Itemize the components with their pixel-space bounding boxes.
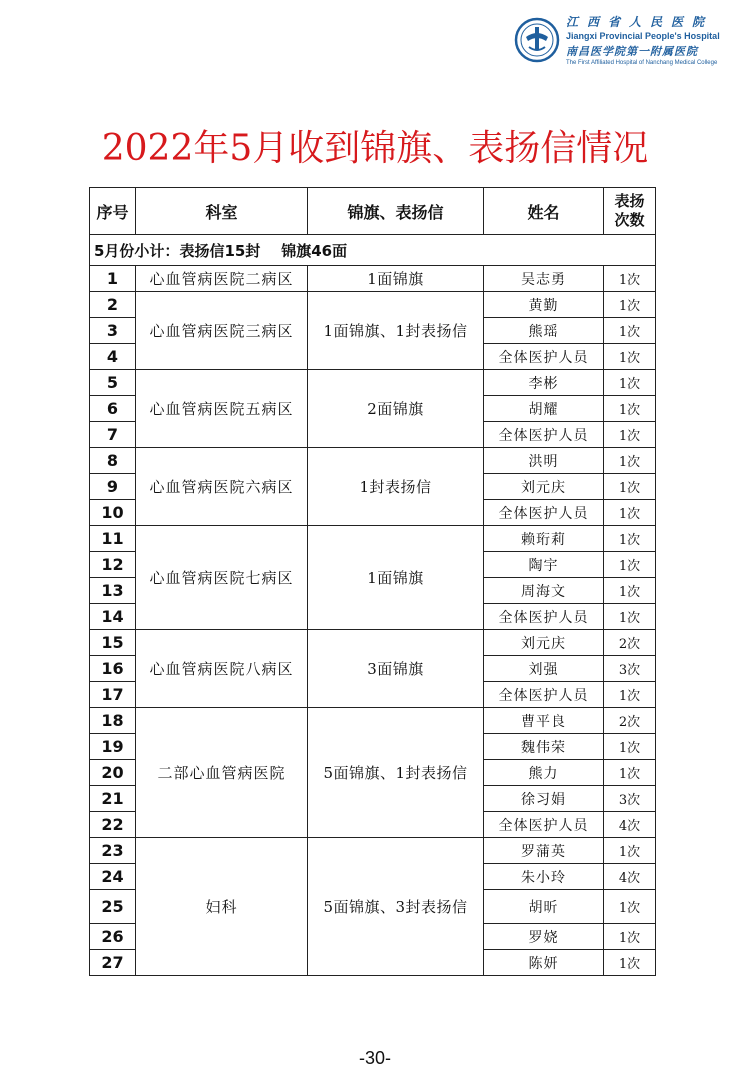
praise-count-cell: 1次	[604, 526, 656, 552]
hospital-logo	[514, 13, 740, 65]
person-name-cell: 陶宇	[484, 552, 604, 578]
department-cell: 心血管病医院五病区	[136, 370, 308, 448]
award-cell: 3面锦旗	[308, 630, 484, 708]
praise-count-cell: 1次	[604, 266, 656, 292]
hospital-emblem-icon	[514, 17, 560, 63]
table-body	[90, 235, 656, 976]
row-index: 24	[90, 864, 136, 890]
table-row	[90, 266, 656, 292]
praise-count-cell: 1次	[604, 370, 656, 396]
praise-count-cell: 1次	[604, 448, 656, 474]
praise-count-cell: 4次	[604, 864, 656, 890]
praise-count-cell: 1次	[604, 760, 656, 786]
department-cell: 心血管病医院七病区	[136, 526, 308, 630]
person-name-cell: 李彬	[484, 370, 604, 396]
department-cell: 心血管病医院二病区	[136, 266, 308, 292]
person-name-cell: 吴志勇	[484, 266, 604, 292]
praise-count-cell: 1次	[604, 682, 656, 708]
row-index: 13	[90, 578, 136, 604]
row-index: 15	[90, 630, 136, 656]
praise-count-cell: 1次	[604, 604, 656, 630]
header-count	[604, 188, 656, 235]
row-index: 18	[90, 708, 136, 734]
row-index: 23	[90, 838, 136, 864]
row-index: 5	[90, 370, 136, 396]
row-index: 14	[90, 604, 136, 630]
person-name-cell: 全体医护人员	[484, 422, 604, 448]
praise-count-cell: 1次	[604, 318, 656, 344]
person-name-cell: 熊力	[484, 760, 604, 786]
row-index: 1	[90, 266, 136, 292]
row-index: 6	[90, 396, 136, 422]
logo-text-block	[566, 13, 744, 66]
person-name-cell: 胡耀	[484, 396, 604, 422]
department-cell: 妇科	[136, 838, 308, 976]
praise-count-cell: 1次	[604, 500, 656, 526]
person-name-cell: 徐习娟	[484, 786, 604, 812]
award-cell: 1面锦旗、1封表扬信	[308, 292, 484, 370]
praise-count-cell: 1次	[604, 890, 656, 924]
person-name-cell: 罗娆	[484, 924, 604, 950]
award-cell: 5面锦旗、3封表扬信	[308, 838, 484, 976]
table-row	[90, 708, 656, 734]
header-department: 科室	[136, 188, 308, 235]
commendation-table-wrapper	[89, 187, 656, 976]
person-name-cell: 全体医护人员	[484, 604, 604, 630]
hospital-name-cn: 江西省人民医院	[566, 15, 714, 29]
person-name-cell: 朱小玲	[484, 864, 604, 890]
department-cell: 心血管病医院三病区	[136, 292, 308, 370]
page-number: -30-	[358, 1048, 391, 1068]
person-name-cell: 全体医护人员	[484, 344, 604, 370]
row-index: 2	[90, 292, 136, 318]
row-index: 19	[90, 734, 136, 760]
person-name-cell: 胡昕	[484, 890, 604, 924]
table-row	[90, 526, 656, 552]
row-index: 12	[90, 552, 136, 578]
praise-count-cell: 4次	[604, 812, 656, 838]
praise-count-cell: 1次	[604, 552, 656, 578]
row-index: 9	[90, 474, 136, 500]
person-name-cell: 刘元庆	[484, 474, 604, 500]
row-index: 3	[90, 318, 136, 344]
subtotal-row	[90, 235, 656, 266]
college-name-en: The First Affiliated Hospital of Nanchang Medical College	[566, 60, 718, 66]
praise-count-cell: 1次	[604, 422, 656, 448]
person-name-cell: 刘强	[484, 656, 604, 682]
person-name-cell: 曹平良	[484, 708, 604, 734]
table-row	[90, 292, 656, 318]
person-name-cell: 陈妍	[484, 950, 604, 976]
person-name-cell: 全体医护人员	[484, 682, 604, 708]
header-index: 序号	[90, 188, 136, 235]
table-row	[90, 448, 656, 474]
row-index: 17	[90, 682, 136, 708]
person-name-cell: 黄勤	[484, 292, 604, 318]
row-index: 4	[90, 344, 136, 370]
person-name-cell: 魏伟荣	[484, 734, 604, 760]
header-count-line: 次数	[614, 211, 645, 229]
row-index: 16	[90, 656, 136, 682]
praise-count-cell: 1次	[604, 578, 656, 604]
award-cell: 2面锦旗	[308, 370, 484, 448]
row-index: 10	[90, 500, 136, 526]
commendation-table	[89, 187, 656, 976]
person-name-cell: 周海文	[484, 578, 604, 604]
row-index: 11	[90, 526, 136, 552]
person-name-cell: 洪明	[484, 448, 604, 474]
row-index: 22	[90, 812, 136, 838]
row-index: 27	[90, 950, 136, 976]
header-award: 锦旗、表扬信	[308, 188, 484, 235]
department-cell: 心血管病医院八病区	[136, 630, 308, 708]
header-count-line: 表扬	[614, 192, 645, 210]
person-name-cell: 罗蒲英	[484, 838, 604, 864]
row-index: 25	[90, 890, 136, 924]
college-name-cn: 南昌医学院第一附属医院	[566, 45, 698, 58]
row-index: 20	[90, 760, 136, 786]
praise-count-cell: 1次	[604, 734, 656, 760]
person-name-cell: 刘元庆	[484, 630, 604, 656]
award-cell: 1面锦旗	[308, 266, 484, 292]
praise-count-cell: 1次	[604, 396, 656, 422]
header-count-label	[614, 192, 644, 229]
praise-count-cell: 3次	[604, 656, 656, 682]
person-name-cell: 熊瑶	[484, 318, 604, 344]
department-cell: 二部心血管病医院	[136, 708, 308, 838]
subtotal-cell: 5月份小计：表扬信15封 锦旗46面	[90, 235, 656, 266]
department-cell: 心血管病医院六病区	[136, 448, 308, 526]
praise-count-cell: 2次	[604, 630, 656, 656]
header-name: 姓名	[484, 188, 604, 235]
table-row	[90, 370, 656, 396]
table-header-row	[90, 188, 656, 235]
praise-count-cell: 1次	[604, 344, 656, 370]
praise-count-cell: 3次	[604, 786, 656, 812]
page-title: 2022年5月收到锦旗、表扬信情况	[101, 128, 649, 169]
person-name-cell: 全体医护人员	[484, 500, 604, 526]
person-name-cell: 赖珩莉	[484, 526, 604, 552]
praise-count-cell: 1次	[604, 950, 656, 976]
award-cell: 1封表扬信	[308, 448, 484, 526]
person-name-cell: 全体医护人员	[484, 812, 604, 838]
award-cell: 1面锦旗	[308, 526, 484, 630]
praise-count-cell: 1次	[604, 838, 656, 864]
row-index: 8	[90, 448, 136, 474]
row-index: 7	[90, 422, 136, 448]
table-row	[90, 630, 656, 656]
praise-count-cell: 1次	[604, 292, 656, 318]
praise-count-cell: 2次	[604, 708, 656, 734]
hospital-name-en: Jiangxi Provincial People's Hospital	[566, 31, 720, 41]
award-cell: 5面锦旗、1封表扬信	[308, 708, 484, 838]
row-index: 26	[90, 924, 136, 950]
table-row	[90, 838, 656, 864]
praise-count-cell: 1次	[604, 474, 656, 500]
row-index: 21	[90, 786, 136, 812]
praise-count-cell: 1次	[604, 924, 656, 950]
